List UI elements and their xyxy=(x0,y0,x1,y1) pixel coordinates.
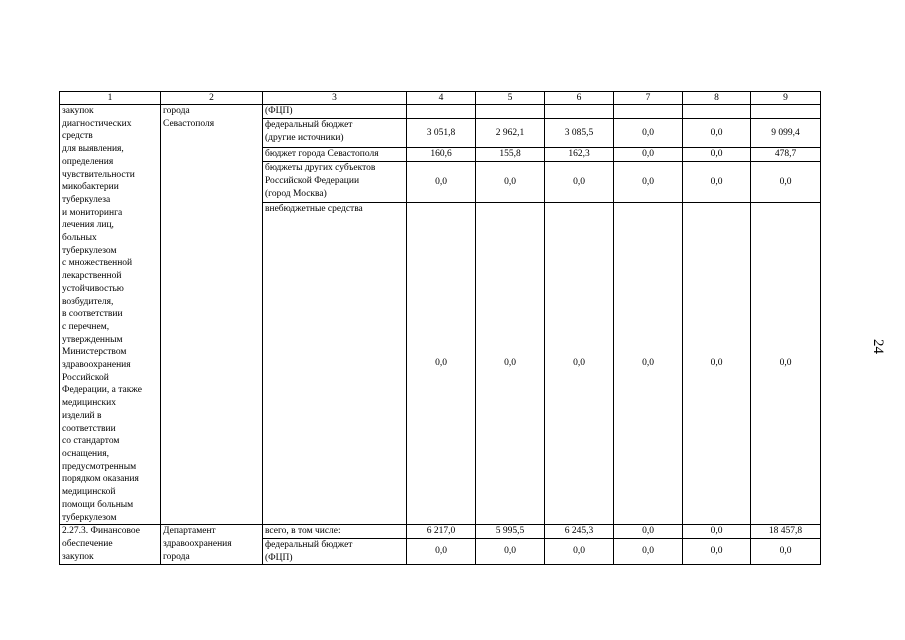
value-cell: 160,6 xyxy=(407,148,476,162)
funding-source-cell: федеральный бюджет (другие источники) xyxy=(263,118,407,147)
funding-source-cell: внебюджетные средства xyxy=(263,202,407,524)
value-cell: 2 962,1 xyxy=(476,118,545,147)
funding-source-cell: бюджет города Севастополя xyxy=(263,148,407,162)
value-cell: 0,0 xyxy=(751,202,821,524)
value-cell xyxy=(476,105,545,119)
header-col-9: 9 xyxy=(751,92,821,105)
value-cell: 162,3 xyxy=(545,148,614,162)
value-cell: 0,0 xyxy=(614,162,683,203)
measure-description: закупок диагностических средств для выявления, определения чувствительности микобактерии туберкулеза и мониторинга лечения лиц, больных туберкулезом с множественной лекарственной устойчивостью возбудителя, в соответствии с перечнем, утвержденным Министерством здравоохранения Российской Федерации, а также медицинских изделий в соответствии со стандартом оснащения, предусмотренным порядком оказания медицинской помощи больным туберкулезом xyxy=(60,105,161,525)
value-cell: 0,0 xyxy=(614,148,683,162)
executor-cell: Департамент здравоохранения города xyxy=(161,525,263,565)
table-row xyxy=(60,525,821,539)
value-cell: 18 457,8 xyxy=(751,525,821,539)
value-cell: 9 099,4 xyxy=(751,118,821,147)
header-col-2: 2 xyxy=(161,92,263,105)
value-cell: 0,0 xyxy=(683,538,751,564)
value-cell: 0,0 xyxy=(476,538,545,564)
value-cell: 0,0 xyxy=(683,202,751,524)
value-cell xyxy=(751,105,821,119)
value-cell: 0,0 xyxy=(545,162,614,203)
funding-source-cell: федеральный бюджет (ФЦП) xyxy=(263,538,407,564)
value-cell: 0,0 xyxy=(407,538,476,564)
measure-description: 2.27.3. Финансовое обеспечение закупок xyxy=(60,525,161,565)
executor-cell: города Севастополя xyxy=(161,105,263,525)
table-row xyxy=(60,105,821,119)
header-col-7: 7 xyxy=(614,92,683,105)
value-cell: 0,0 xyxy=(407,202,476,524)
page-number: 24 xyxy=(870,339,886,354)
value-cell: 0,0 xyxy=(751,162,821,203)
value-cell: 0,0 xyxy=(683,525,751,539)
header-row xyxy=(60,92,821,105)
value-cell: 0,0 xyxy=(476,202,545,524)
header-col-3: 3 xyxy=(263,92,407,105)
value-cell xyxy=(614,105,683,119)
value-cell: 3 085,5 xyxy=(545,118,614,147)
value-cell: 0,0 xyxy=(476,162,545,203)
header-col-6: 6 xyxy=(545,92,614,105)
value-cell: 0,0 xyxy=(683,118,751,147)
header-col-8: 8 xyxy=(683,92,751,105)
funding-source-cell: бюджеты других субъектов Российской Федерации (город Москва) xyxy=(263,162,407,203)
header-col-5: 5 xyxy=(476,92,545,105)
value-cell: 0,0 xyxy=(545,538,614,564)
funding-source-cell: всего, в том числе: xyxy=(263,525,407,539)
value-cell xyxy=(407,105,476,119)
value-cell: 0,0 xyxy=(683,148,751,162)
value-cell: 5 995,5 xyxy=(476,525,545,539)
budget-table xyxy=(59,91,821,565)
value-cell: 3 051,8 xyxy=(407,118,476,147)
value-cell: 0,0 xyxy=(407,162,476,203)
value-cell: 0,0 xyxy=(751,538,821,564)
value-cell: 0,0 xyxy=(683,162,751,203)
value-cell: 0,0 xyxy=(614,538,683,564)
value-cell: 478,7 xyxy=(751,148,821,162)
value-cell: 6 217,0 xyxy=(407,525,476,539)
value-cell: 0,0 xyxy=(614,202,683,524)
value-cell xyxy=(683,105,751,119)
header-col-4: 4 xyxy=(407,92,476,105)
value-cell: 0,0 xyxy=(614,118,683,147)
value-cell: 0,0 xyxy=(545,202,614,524)
header-col-1: 1 xyxy=(60,92,161,105)
value-cell: 0,0 xyxy=(614,525,683,539)
value-cell: 6 245,3 xyxy=(545,525,614,539)
funding-source-cell: (ФЦП) xyxy=(263,105,407,119)
value-cell: 155,8 xyxy=(476,148,545,162)
value-cell xyxy=(545,105,614,119)
